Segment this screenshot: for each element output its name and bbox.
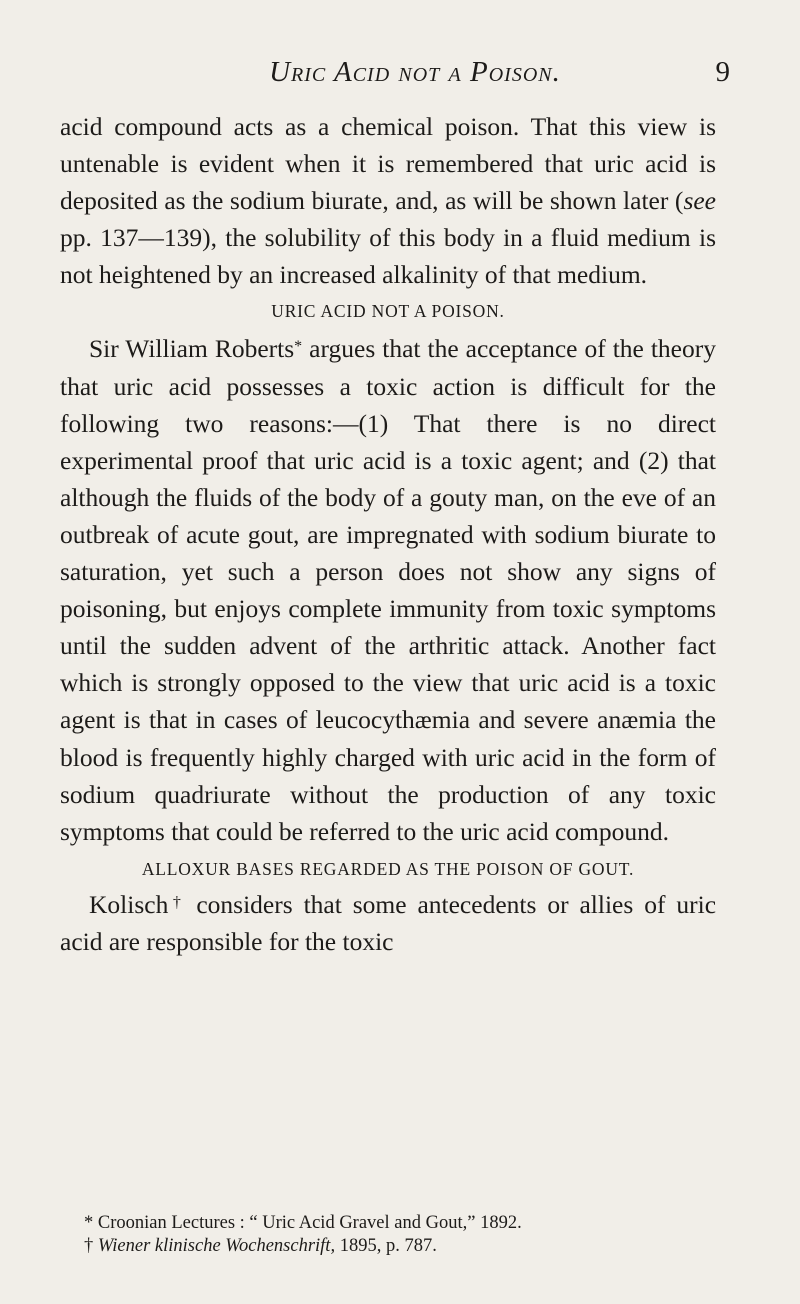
- footnote-mark: †: [84, 1236, 94, 1256]
- paragraph-text: pp. 137—139), the solubility of this body in a fluid medium is not heightened by an increased alkalinity of that medium.: [60, 223, 716, 290]
- section-heading-uric-acid: URIC ACID NOT A POISON.: [271, 301, 505, 322]
- paragraph-text: considers that some antecedents or allies of uric acid are responsible for the toxic: [60, 889, 717, 956]
- author-name: Sir William Roberts: [89, 334, 295, 364]
- paragraph-continuation: [60, 108, 716, 293]
- footnote-marker: †: [168, 893, 186, 911]
- footnote-text: 1895, p. 787.: [335, 1236, 437, 1256]
- paragraph-kolisch: [60, 886, 716, 960]
- footnote-1: [60, 1212, 740, 1235]
- paragraph-text: argues that the acceptance of the theory that uric acid possesses a toxic action is difficult for the following two reasons:—(1) That there is no direct experimental proof that uric acid is a toxic agent; and (2) that although the fluids of the body of a gouty man, on the eve of an outbreak of acute gout, are impregnated with sodium biurate to saturation, yet such a person does not show any signs of poisoning, but enjoys complete immunity from toxic symptoms until the sudden advent of the arthritic attack. Another fact which is strongly opposed to the view that uric acid is a toxic agent is that in cases of leucocythæmia and severe anæmia the blood is frequently highly charged with uric acid in the form of sodium quadriurate without the production of any toxic symptoms that could be referred to the uric acid compound.: [60, 334, 716, 846]
- author-name: Kolisch: [89, 889, 169, 919]
- section-heading-alloxur: ALLOXUR BASES REGARDED AS THE POISON OF GOUT.: [141, 858, 635, 879]
- running-title: Uric Acid not a Poison.: [269, 56, 561, 88]
- paragraph-roberts: [60, 330, 716, 849]
- footnote-2: [60, 1235, 740, 1258]
- journal-title: Wiener klinische Wochenschrift,: [93, 1236, 336, 1256]
- footnote-marker: *: [294, 338, 303, 356]
- footnote-text: Croonian Lectures : “ Uric Acid Gravel and Gout,” 1892.: [93, 1213, 522, 1233]
- body-text: [60, 108, 716, 960]
- footnotes: [60, 1212, 740, 1258]
- page-number: 9: [715, 56, 730, 88]
- page-header: [60, 46, 770, 96]
- paragraph-text: acid compound acts as a chemical poison. That this view is untenable is evident when it is remembered that uric acid is deposited as the sodium biurate, and, as will be shown later (: [60, 112, 716, 216]
- see-reference: see: [683, 186, 716, 216]
- footnote-mark: *: [84, 1213, 94, 1233]
